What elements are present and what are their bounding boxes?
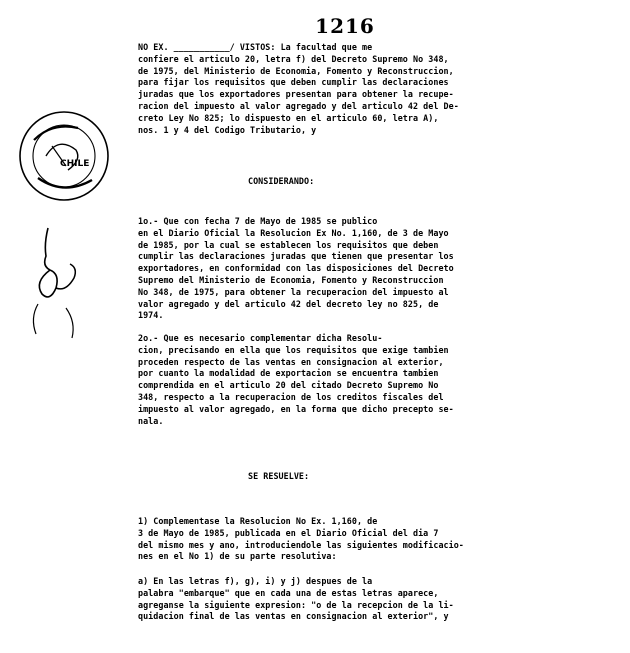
text-line: de 1985, por la cual se establecen los requisitos que deben — [138, 239, 439, 250]
text-line: NO EX. ___________/ VISTOS: La facultad que me — [138, 42, 373, 52]
text-line: comprendida en el articulo 20 del citado Decreto Supremo No — [138, 380, 439, 391]
text-line: 1) Complementase la Resolucion No Ex. 1,160, de — [138, 516, 378, 526]
text-line: 1o.- Que con fecha 7 de Mayo de 1985 se publico — [138, 216, 378, 226]
paragraph-considerando-2 — [138, 333, 454, 427]
text-line: en el Diario Oficial la Resolucion Ex No. 1,160, de 3 de Mayo — [138, 227, 449, 238]
resolution-item-1-a — [138, 576, 454, 623]
text-line: juradas que los exportadores presentan para obtener la recupe- — [138, 89, 454, 100]
heading-se-resuelve: SE RESUELVE: — [248, 471, 310, 481]
text-line: proceden respecto de las ventas en consignacion al exterior, — [138, 356, 444, 367]
text-line: palabra "embarque" que en cada una de estas letras aparece, — [138, 587, 439, 598]
folio-number: 1216 — [315, 14, 375, 38]
heading-considerando: CONSIDERANDO: — [248, 176, 315, 186]
text-line: valor agregado y del articulo 42 del decreto ley no 825, de — [138, 298, 439, 309]
text-line: racion del impuesto al valor agregado y del articulo 42 del De- — [138, 100, 459, 111]
preamble-vistos — [138, 42, 459, 136]
text-line: por cuanto la modalidad de exportacion se encuentra tambien — [138, 368, 439, 379]
text-line: No 348, de 1975, para obtener la recuperacion del impuesto al — [138, 286, 449, 297]
text-line: agreganse la siguiente expresion: "o de la recepcion de la li- — [138, 599, 454, 610]
text-line: quidacion final de las ventas en consignacion al exterior", y — [138, 611, 449, 622]
text-line: creto Ley No 825; lo dispuesto en el articulo 60, letra A), — [138, 112, 439, 123]
text-line: Supremo del Ministerio de Economia, Fomento y Reconstruccion — [138, 274, 444, 285]
text-line: del mismo mes y ano, introduciendole las siguientes modificacio- — [138, 539, 464, 550]
text-line: nes en el No 1) de su parte resolutiva: — [138, 551, 337, 562]
text-line: de 1975, del Ministerio de Economia, Fomento y Reconstruccion, — [138, 65, 454, 76]
text-line: 3 de Mayo de 1985, publicada en el Diario Oficial del dia 7 — [138, 527, 439, 538]
text-line: cumplir las declaraciones juradas que tienen que presentar los — [138, 251, 454, 262]
text-line: 348, respecto a la recuperacion de los creditos fiscales del — [138, 391, 444, 402]
paragraph-considerando-1 — [138, 216, 454, 322]
text-line: 1974. — [138, 310, 164, 321]
text-line: nala. — [138, 415, 164, 426]
text-line: para fijar los requisitos que deben cumplir las declaraciones — [138, 77, 449, 88]
resolution-item-1 — [138, 516, 464, 563]
text-line: 2o.- Que es necesario complementar dicha Resolu- — [138, 333, 383, 343]
text-line: impuesto al valor agregado, en la forma que dicho precepto se- — [138, 403, 454, 414]
text-line: nos. 1 y 4 del Codigo Tributario, y — [138, 124, 317, 135]
seal-text: CHILE — [60, 159, 90, 169]
official-seal-stamp — [8, 100, 120, 212]
handwritten-signature — [20, 222, 120, 342]
text-line: confiere el articulo 20, letra f) del Decreto Supremo No 348, — [138, 53, 449, 64]
text-line: a) En las letras f), g), i) y j) despues de la — [138, 576, 373, 586]
text-line: cion, precisando en ella que los requisitos que exige tambien — [138, 344, 449, 355]
text-line: exportadores, en conformidad con las disposiciones del Decreto — [138, 263, 454, 274]
